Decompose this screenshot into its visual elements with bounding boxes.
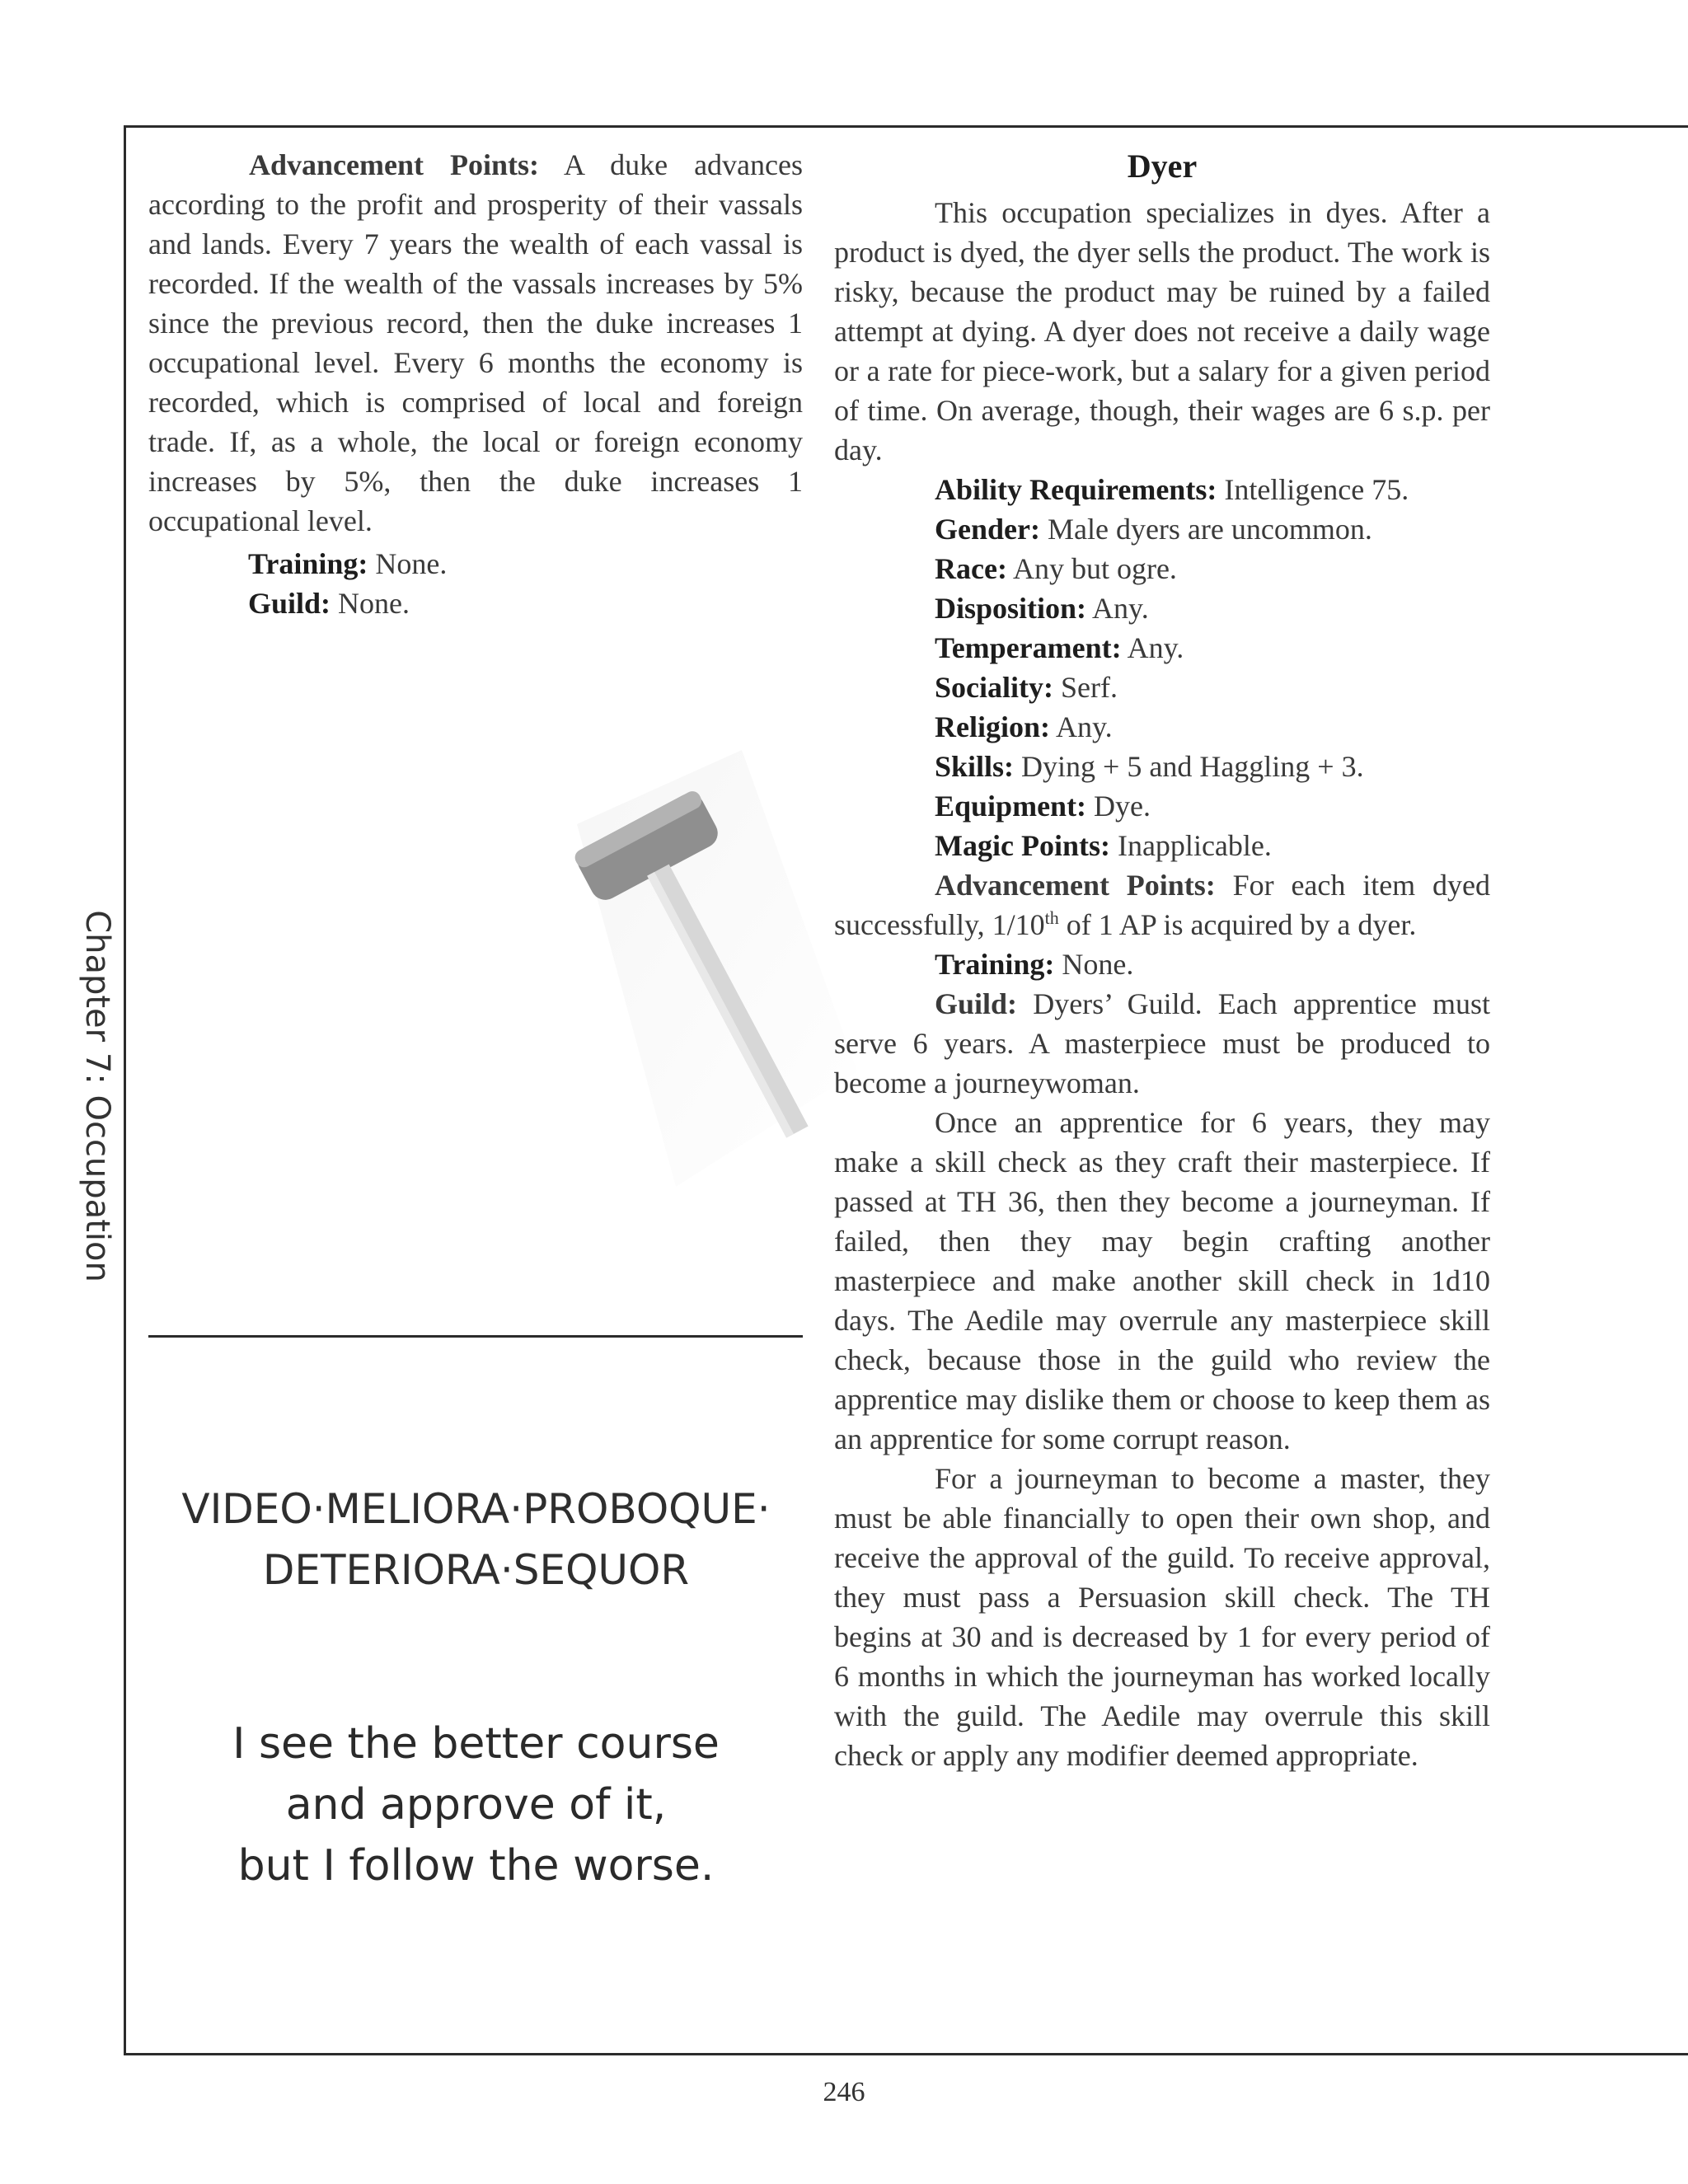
latin-motto-line-2: DETERIORA·SEQUOR xyxy=(262,1546,690,1594)
masterpiece-paragraph: Once an apprentice for 6 years, they may make a skill check as they craft their masterpiece. If passed at TH 36, then they become a journeyman. If failed, then they may begin crafting another masterpiece and make another skill check in 1d10 days. The Aedile may overrule any masterpiece skill check, because those in the guild who review the apprentice may dislike them or choose to keep them as an apprentice for some corrupt reason. xyxy=(834,1106,1490,1455)
field-religion: Religion: Any. xyxy=(935,710,1113,743)
section-title-dyer: Dyer xyxy=(1127,148,1198,185)
advancement-label: Advancement Points: xyxy=(935,869,1216,902)
duke-guild xyxy=(248,583,410,623)
page-number: 246 xyxy=(823,2077,865,2107)
chapter-label: Chapter 7: Occupation xyxy=(78,910,116,1282)
training-value: None. xyxy=(368,547,448,580)
duke-training xyxy=(248,544,447,583)
duke-advancement-paragraph xyxy=(148,145,803,541)
advancement-label: Advancement Points: xyxy=(249,148,539,181)
dyer-guild-paragraph: Guild: Dyers’ Guild. Each apprentice must serve 6 years. A masterpiece must be produced to become a journeywoman. xyxy=(834,987,1490,1099)
quote-line-1: I see the better course xyxy=(232,1719,720,1769)
field-skills: Skills: Dying + 5 and Haggling + 3. xyxy=(935,750,1364,783)
dyer-advancement-paragraph: Advancement Points: For each item dyed successfully, 1/10th of 1 AP is acquired by a dyer. xyxy=(834,869,1490,941)
hammer-icon xyxy=(528,725,857,1187)
quote-line-2: and approve of it, xyxy=(285,1780,667,1830)
field-temperament: Temperament: Any. xyxy=(935,631,1184,664)
dyer-intro-paragraph: This occupation specializes in dyes. After a product is dyed, the dyer sells the product. The work is risky, because the product may be ruined by a failed attempt at dying. A dyer does not receive a daily wage or a rate for piece-work, but a salary for a given period of time. On average, though, their wages are 6 s.p. per day. xyxy=(834,196,1490,466)
field-race: Race: Any but ogre. xyxy=(935,552,1177,585)
guild-label: Guild: xyxy=(248,587,331,620)
guild-label: Guild: xyxy=(935,987,1018,1020)
master-paragraph: For a journeyman to become a master, they must be able financially to open their own shop, and receive the approval of the guild. To receive approval, they must pass a Persuasion skill check. The TH begins at 30 and is decreased by 1 for every period of 6 months in which the journeyman has worked locally with the guild. The Aedile may overrule this skill check or apply any modifier deemed appropriate. xyxy=(834,1462,1490,1772)
field-sociality: Sociality: Serf. xyxy=(935,671,1118,704)
field-magic-points: Magic Points: Inapplicable. xyxy=(935,829,1272,862)
section-divider xyxy=(148,1335,803,1338)
field-ability-requirements: Ability Requirements: Intelligence 75. xyxy=(935,473,1409,506)
field-equipment: Equipment: Dye. xyxy=(935,790,1151,823)
quote-line-3: but I follow the worse. xyxy=(237,1841,715,1891)
field-disposition: Disposition: Any. xyxy=(935,592,1149,625)
guild-value: None. xyxy=(331,587,410,620)
training-label: Training: xyxy=(248,547,368,580)
latin-motto-line-1: VIDEO·MELIORA·PROBOQUE· xyxy=(181,1485,771,1533)
field-gender: Gender: Male dyers are uncommon. xyxy=(935,513,1372,546)
dyer-training: Training: None. xyxy=(935,948,1134,981)
advancement-text: A duke advances according to the profit and prosperity of their vassals and lands. Every 7 years the wealth of each vassal is recorded. If the wealth of the vassals increases by 5% since the previous record, then the duke increases 1 occupational level. Every 6 months the economy is recorded, which is comprised of local and foreign trade. If, as a whole, the local or foreign economy increases by 5%, then the duke increases 1 occupational level. xyxy=(148,148,803,537)
